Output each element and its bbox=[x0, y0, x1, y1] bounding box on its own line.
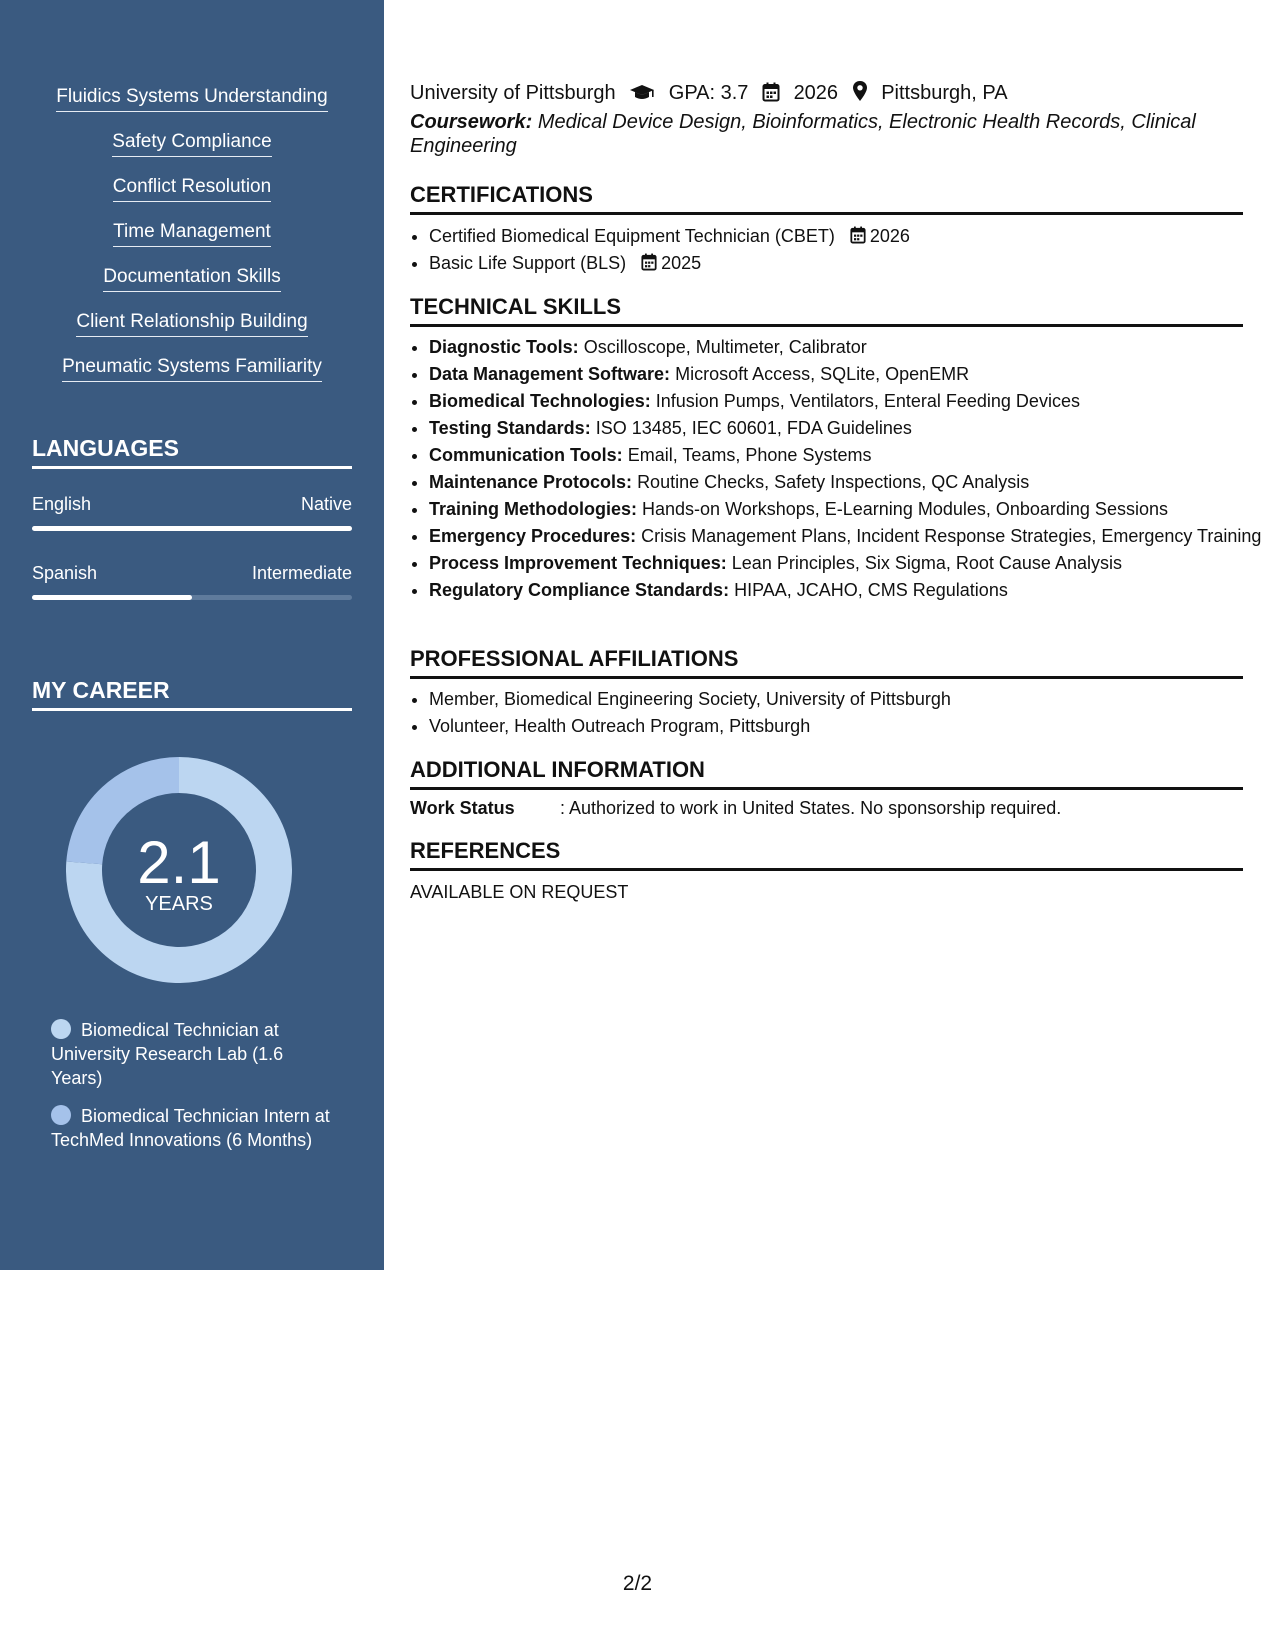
technical-skills-list bbox=[410, 334, 1262, 604]
coursework bbox=[410, 110, 1210, 158]
work-status-label: Work Status bbox=[410, 798, 515, 818]
affiliation-item: • Volunteer, Health Outreach Program, Pittsburgh bbox=[429, 713, 1262, 740]
skills-list bbox=[0, 86, 384, 401]
technical-skill-item bbox=[429, 388, 1262, 415]
technical-skill-item bbox=[429, 361, 1262, 388]
career-donut-chart bbox=[66, 757, 292, 983]
certification-item bbox=[429, 223, 1262, 250]
skill-label: Maintenance Protocols: bbox=[429, 472, 633, 492]
technical-skill-item bbox=[429, 334, 1262, 361]
career-unit: YEARS bbox=[145, 893, 213, 915]
calendar-icon bbox=[762, 82, 780, 102]
skill-item: Fluidics Systems Understanding bbox=[56, 86, 327, 112]
technical-skills-heading: TECHNICAL SKILLS bbox=[410, 294, 1243, 327]
calendar-icon bbox=[641, 253, 657, 271]
technical-skill-item bbox=[429, 415, 1262, 442]
skill-value: Infusion Pumps, Ventilators, Enteral Feeding Devices bbox=[655, 391, 1080, 411]
work-status-row bbox=[410, 798, 1061, 819]
work-status-value: : Authorized to work in United States. No sponsorship required. bbox=[560, 798, 1062, 818]
skill-label: Training Methodologies: bbox=[429, 499, 637, 519]
skill-label: Testing Standards: bbox=[429, 418, 591, 438]
legend-dot bbox=[51, 1019, 71, 1039]
legend-dot bbox=[51, 1105, 71, 1125]
graduation-year: 2026 bbox=[793, 82, 839, 104]
location: Pittsburgh, PA bbox=[881, 82, 1008, 104]
skill-label: Regulatory Compliance Standards: bbox=[429, 580, 730, 600]
skill-label: Data Management Software: bbox=[429, 364, 671, 384]
language-bar-english bbox=[32, 526, 352, 531]
career-heading: MY CAREER bbox=[32, 677, 352, 711]
certifications-heading: CERTIFICATIONS bbox=[410, 182, 1243, 215]
skill-item: Conflict Resolution bbox=[113, 176, 271, 202]
affiliation-item: • Member, Biomedical Engineering Society, University of Pittsburgh bbox=[429, 686, 1262, 713]
skill-value: Oscilloscope, Multimeter, Calibrator bbox=[583, 337, 867, 357]
additional-info-heading: ADDITIONAL INFORMATION bbox=[410, 757, 1243, 790]
skill-value: Crisis Management Plans, Incident Response Strategies, Emergency Training bbox=[641, 526, 1262, 546]
school-name: University of Pittsburgh bbox=[410, 82, 616, 104]
career-total: 2.1 bbox=[137, 829, 221, 896]
skill-value: Microsoft Access, SQLite, OpenEMR bbox=[675, 364, 970, 384]
career-item-text: Biomedical Technician Intern at TechMed Innovations (6 Months) bbox=[51, 1106, 330, 1150]
language-english bbox=[32, 494, 352, 515]
language-bar-spanish bbox=[32, 595, 352, 600]
certification-year: 2026 bbox=[869, 226, 910, 246]
calendar-icon bbox=[850, 226, 866, 244]
career-item-text: Biomedical Technician at University Research Lab (1.6 Years) bbox=[51, 1020, 284, 1088]
skill-item: Time Management bbox=[113, 221, 271, 247]
career-item bbox=[51, 1018, 336, 1090]
skill-value: Hands-on Workshops, E-Learning Modules, Onboarding Sessions bbox=[642, 499, 1168, 519]
skill-value: Routine Checks, Safety Inspections, QC Analysis bbox=[637, 472, 1030, 492]
certification-name: Basic Life Support (BLS) bbox=[429, 253, 627, 273]
technical-skill-item bbox=[429, 577, 1262, 604]
page-number: 2/2 bbox=[622, 1572, 653, 1595]
language-name: Spanish bbox=[32, 563, 98, 583]
certification-item bbox=[429, 250, 1262, 277]
technical-skill-item bbox=[429, 550, 1262, 577]
skill-label: Diagnostic Tools: bbox=[429, 337, 579, 357]
technical-skill-item bbox=[429, 469, 1262, 496]
certification-year: 2025 bbox=[661, 253, 702, 273]
language-level: Native bbox=[300, 494, 352, 514]
references-heading: REFERENCES bbox=[410, 838, 1243, 871]
skill-label: Process Improvement Techniques: bbox=[429, 553, 727, 573]
career-item bbox=[51, 1104, 336, 1152]
language-bar-fill bbox=[32, 526, 352, 531]
gpa: GPA: 3.7 bbox=[668, 82, 749, 104]
skill-label: Emergency Procedures: bbox=[429, 526, 637, 546]
languages-heading: LANGUAGES bbox=[32, 435, 352, 469]
skill-label: Biomedical Technologies: bbox=[429, 391, 651, 411]
technical-skill-item bbox=[429, 496, 1262, 523]
skill-value: Lean Principles, Six Sigma, Root Cause Analysis bbox=[731, 553, 1122, 573]
skill-value: Email, Teams, Phone Systems bbox=[627, 445, 872, 465]
skill-item: Pneumatic Systems Familiarity bbox=[62, 356, 322, 382]
technical-skill-item bbox=[429, 442, 1262, 469]
skill-label: Communication Tools: bbox=[429, 445, 623, 465]
affiliations-list bbox=[410, 686, 1262, 740]
references-text: AVAILABLE ON REQUEST bbox=[410, 882, 629, 902]
skill-item: Client Relationship Building bbox=[76, 311, 307, 337]
language-level: Intermediate bbox=[251, 563, 352, 583]
skill-value: HIPAA, JCAHO, CMS Regulations bbox=[734, 580, 1008, 600]
skill-value: ISO 13485, IEC 60601, FDA Guidelines bbox=[595, 418, 912, 438]
coursework-label: Coursework: bbox=[410, 111, 533, 133]
language-name: English bbox=[32, 494, 92, 514]
graduation-cap-icon bbox=[629, 84, 655, 102]
sidebar bbox=[0, 0, 384, 1270]
certification-name: Certified Biomedical Equipment Technician (CBET) bbox=[429, 226, 835, 246]
skill-item: Documentation Skills bbox=[103, 266, 280, 292]
education-line bbox=[410, 80, 1008, 105]
location-pin-icon bbox=[852, 80, 868, 102]
coursework-list: Medical Device Design, Bioinformatics, Electronic Health Records, Clinical Engineering bbox=[410, 111, 1196, 157]
technical-skill-item bbox=[429, 523, 1262, 550]
language-spanish bbox=[32, 563, 352, 584]
language-bar-fill bbox=[32, 595, 192, 600]
affiliations-heading: PROFESSIONAL AFFILIATIONS bbox=[410, 646, 1243, 679]
skill-item: Safety Compliance bbox=[112, 131, 271, 157]
certifications-list bbox=[410, 223, 1262, 277]
